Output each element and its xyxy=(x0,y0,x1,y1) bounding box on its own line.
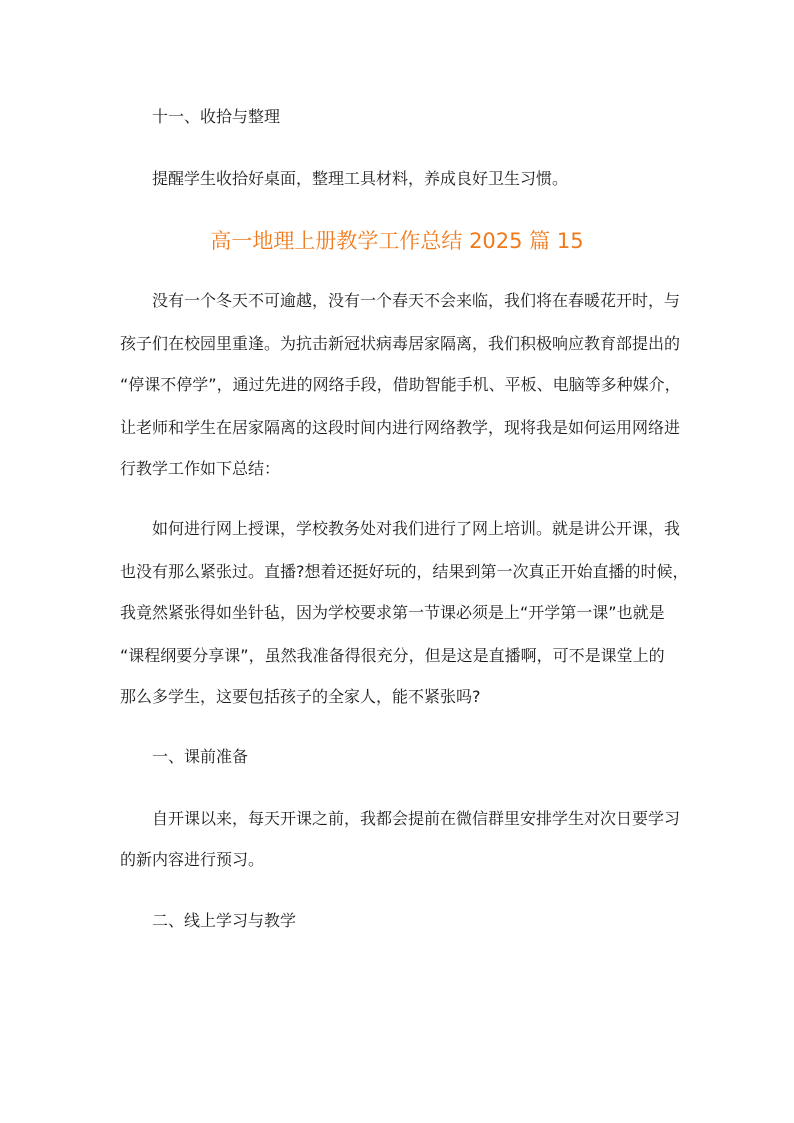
paragraph-line: “课程纲要分享课”，虽然我准备得很充分，但是这是直播啊，可不是课堂上的 xyxy=(120,646,665,665)
section-text-eleven: 提醒学生收拾好桌面，整理工具材料，养成良好卫生习惯。 xyxy=(152,169,569,188)
paragraph-line: 那么多学生，这要包括孩子的全家人，能不紧张吗? xyxy=(120,687,481,706)
section-heading-one: 一、课前准备 xyxy=(152,747,249,766)
paragraph-line: 的新内容进行预习。 xyxy=(120,850,265,869)
paragraph-line: 孩子们在校园里重逢。为抗击新冠状病毒居家隔离，我们积极响应教育部提出的 xyxy=(120,334,681,353)
section-heading-two: 二、线上学习与教学 xyxy=(152,911,297,930)
paragraph-line: 没有一个冬天不可逾越，没有一个春天不会来临，我们将在春暖花开时，与 xyxy=(152,291,681,310)
paragraph-line: 行教学工作如下总结： xyxy=(120,459,281,478)
paragraph-line: 自开课以来，每天开课之前，我都会提前在微信群里安排学生对次日要学习 xyxy=(152,809,681,828)
paragraph-line: 我竟然紧张得如坐针毡，因为学校要求第一节课必须是上“开学第一课”也就是 xyxy=(120,603,665,622)
paragraph-line: 如何进行网上授课，学校教务处对我们进行了网上培训。就是讲公开课，我 xyxy=(152,519,681,538)
paragraph-line: “停课不停学”，通过先进的网络手段，借助智能手机、平板、电脑等多种媒介， xyxy=(120,375,681,394)
article-title: 高一地理上册教学工作总结 2025 篇 15 xyxy=(210,229,584,253)
section-heading-eleven: 十一、收拾与整理 xyxy=(152,107,281,126)
paragraph-line: 让老师和学生在居家隔离的这段时间内进行网络教学，现将我是如何运用网络进 xyxy=(120,418,681,437)
paragraph-line: 也没有那么紧张过。直播?想着还挺好玩的，结果到第一次真正开始直播的时候， xyxy=(120,562,689,581)
